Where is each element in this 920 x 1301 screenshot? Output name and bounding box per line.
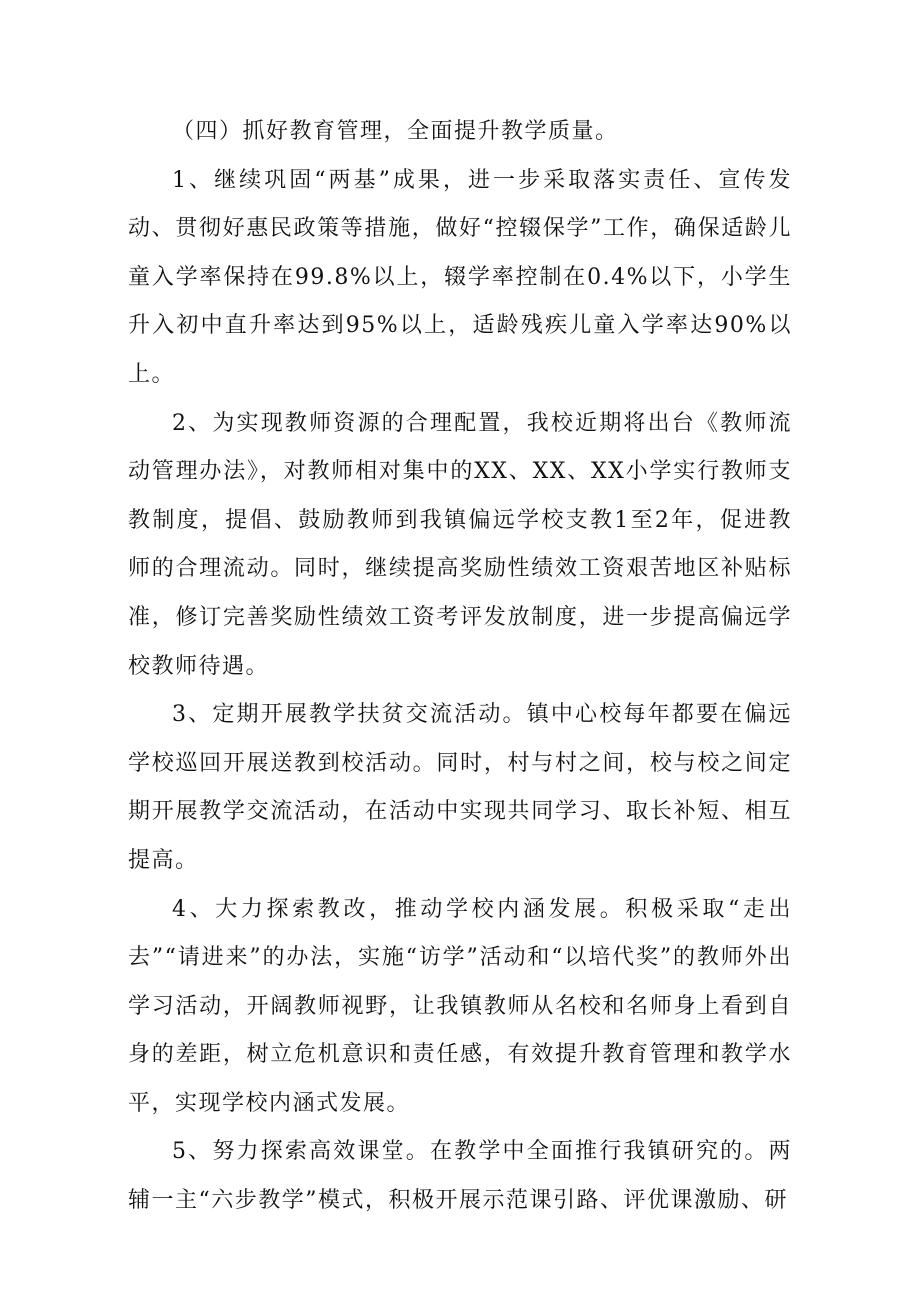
paragraph-4: 4、大力探索教改，推动学校内涵发展。积极采取“走出去”“请进来”的办法，实施“访学”活动和“以培代奖”的教师外出学习活动，开阔教师视野，让我镇教师从名校和名师身上看到自身的差距，树立危机意识和责任感，有效提升教育管理和教学水平，实现学校内涵式发展。 <box>128 896 792 1116</box>
paragraph-3: 3、定期开展教学扶贫交流活动。镇中心校每年都要在偏远学校巡回开展送教到校活动。同时，村与村之间，校与校之间定期开展教学交流活动，在活动中实现共同学习、取长补短、相互提高。 <box>128 702 792 873</box>
paragraph-5: 5、努力探索高效课堂。在教学中全面推行我镇研究的。两辅一主“六步教学”模式，积极开展示范课引路、评优课激励、研 <box>128 1139 792 1214</box>
section-heading: （四）抓好教育管理，全面提升教学质量。 <box>172 119 619 144</box>
document-body <box>128 108 792 1226</box>
paragraph-1: 1、继续巩固“两基”成果，进一步采取落实责任、宣传发动、贯彻好惠民政策等措施，做好“控辍保学”工作，确保适龄儿童入学率保持在99.8%以上，辍学率控制在0.4%以下，小学生升入初中直升率达到95%以上，适龄残疾儿童入学率达90%以上。 <box>128 167 792 387</box>
paragraph-2: 2、为实现教师资源的合理配置，我校近期将出台《教师流动管理办法》，对教师相对集中的XX、XX、XX小学实行教师支教制度，提倡、鼓励教师到我镇偏远学校支教1至2年，促进教师的合理流动。同时，继续提高奖励性绩效工资艰苦地区补贴标准，修订完善奖励性绩效工资考评发放制度，进一步提高偏远学校教师待遇。 <box>128 410 792 679</box>
